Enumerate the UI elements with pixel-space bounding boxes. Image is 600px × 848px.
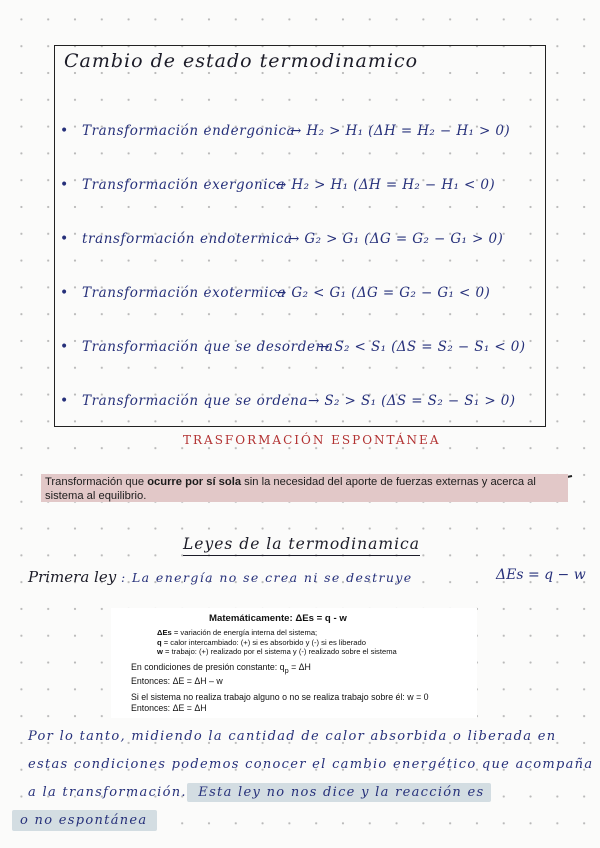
transformation-item [60, 374, 540, 428]
transformation-label: Transformación que se desordena [82, 339, 334, 355]
highlight-a: Esta ley no nos dice y la reacción es [187, 783, 491, 802]
definition-pre: Transformación que [45, 476, 148, 488]
transformation-item [60, 320, 540, 374]
def-text-es: = variación de energía interna del sistema; [171, 628, 318, 637]
transformation-formula: → G₂ < G₁ (ΔG = G₂ − G₁ < 0) [275, 285, 491, 301]
const-p-sub: p [284, 665, 289, 675]
paragraph-line-2: estas condiciones podemos conocer el cambio energético que acompaña [28, 757, 594, 772]
conclusion-paragraph [20, 729, 594, 841]
then-2: Entonces: ΔE = ΔH [131, 703, 207, 713]
transformation-label: Transformación que se ordena [82, 393, 309, 409]
transformation-formula: → G₂ > G₁ (ΔG = G₂ − G₁ > 0) [288, 231, 504, 247]
bullet: • [60, 339, 69, 355]
bullet: • [60, 231, 69, 247]
paragraph-line-1: Por lo tanto, midiendo la cantidad de calor absorbida o liberada en [28, 729, 557, 744]
highlight-b: o no espontánea [12, 810, 157, 831]
def-term-w: w [157, 647, 163, 657]
transformation-label: Transformación exotermica [82, 285, 286, 301]
transformation-formula: → S₂ < S₁ (ΔS = S₂ − S₁ < 0) [318, 339, 526, 355]
no-work-text: Si el sistema no realiza trabajo alguno o no se realiza trabajo sobre él: w = 0 [131, 692, 429, 702]
def-text-q: = calor intercambiado: (+) si es absorbido y (-) si es liberado [161, 637, 366, 647]
first-law-equation: ΔEs = q − w [496, 567, 586, 583]
transformation-item [60, 212, 540, 266]
definitions-block [157, 628, 397, 657]
const-p-post: = ΔH [288, 662, 311, 672]
bullet: • [60, 393, 69, 409]
bullet: • [60, 177, 69, 193]
spontaneous-definition [41, 474, 568, 502]
then-1: Entonces: ΔE = ΔH – w [131, 675, 223, 686]
bullet: • [60, 123, 69, 139]
math-panel [111, 608, 477, 718]
transformation-label: Transformación endergonica [82, 123, 296, 139]
transformation-list [60, 104, 540, 428]
transformation-formula: → H₂ > H₁ (ΔH = H₂ − H₁ > 0) [290, 123, 511, 139]
transformation-item [60, 266, 540, 320]
transformation-item [60, 158, 540, 212]
laws-title: Leyes de la termodinamica [183, 535, 420, 556]
first-law-text: : La energía no se crea ni se destruye [120, 570, 413, 585]
math-title: Matemáticamente: ΔEs = q - w [209, 613, 347, 624]
def-term-es: ΔEs [157, 628, 172, 637]
def-text-w: = trabajo: (+) realizado por el sistema y (-) realizado sobre el sistema [162, 647, 397, 657]
paragraph-line-3 [28, 785, 588, 813]
transformation-formula: → S₂ > S₁ (ΔS = S₂ − S₁ > 0) [308, 393, 516, 409]
paragraph-line-4 [20, 813, 588, 841]
bullet: • [60, 285, 69, 301]
const-p-pre: En condiciones de presión constante: q [131, 662, 285, 672]
transformation-label: Transformación exergonica [82, 177, 285, 193]
transformation-formula: → H₂ > H₁ (ΔH = H₂ − H₁ < 0) [275, 177, 496, 193]
definition-post: sin la necesidad del aporte de fuerzas externas y acerca al sistema al equilibrio. [45, 476, 536, 502]
constant-pressure-block [131, 662, 311, 687]
box-title: Cambio de estado termodinamico [64, 50, 419, 72]
transformation-label: transformación endotermica [82, 231, 293, 247]
first-law-label: Primera ley [28, 568, 117, 586]
paragraph-line-3a: a la transformación. [28, 785, 187, 800]
def-term-q: q [157, 637, 162, 647]
transformation-item [60, 104, 540, 158]
no-work-block [131, 692, 429, 714]
definition-bold: ocurre por sí sola [147, 476, 242, 488]
first-law [28, 568, 588, 586]
spontaneous-heading: TRASFORMACIÓN ESPONTÁNEA [183, 433, 441, 447]
